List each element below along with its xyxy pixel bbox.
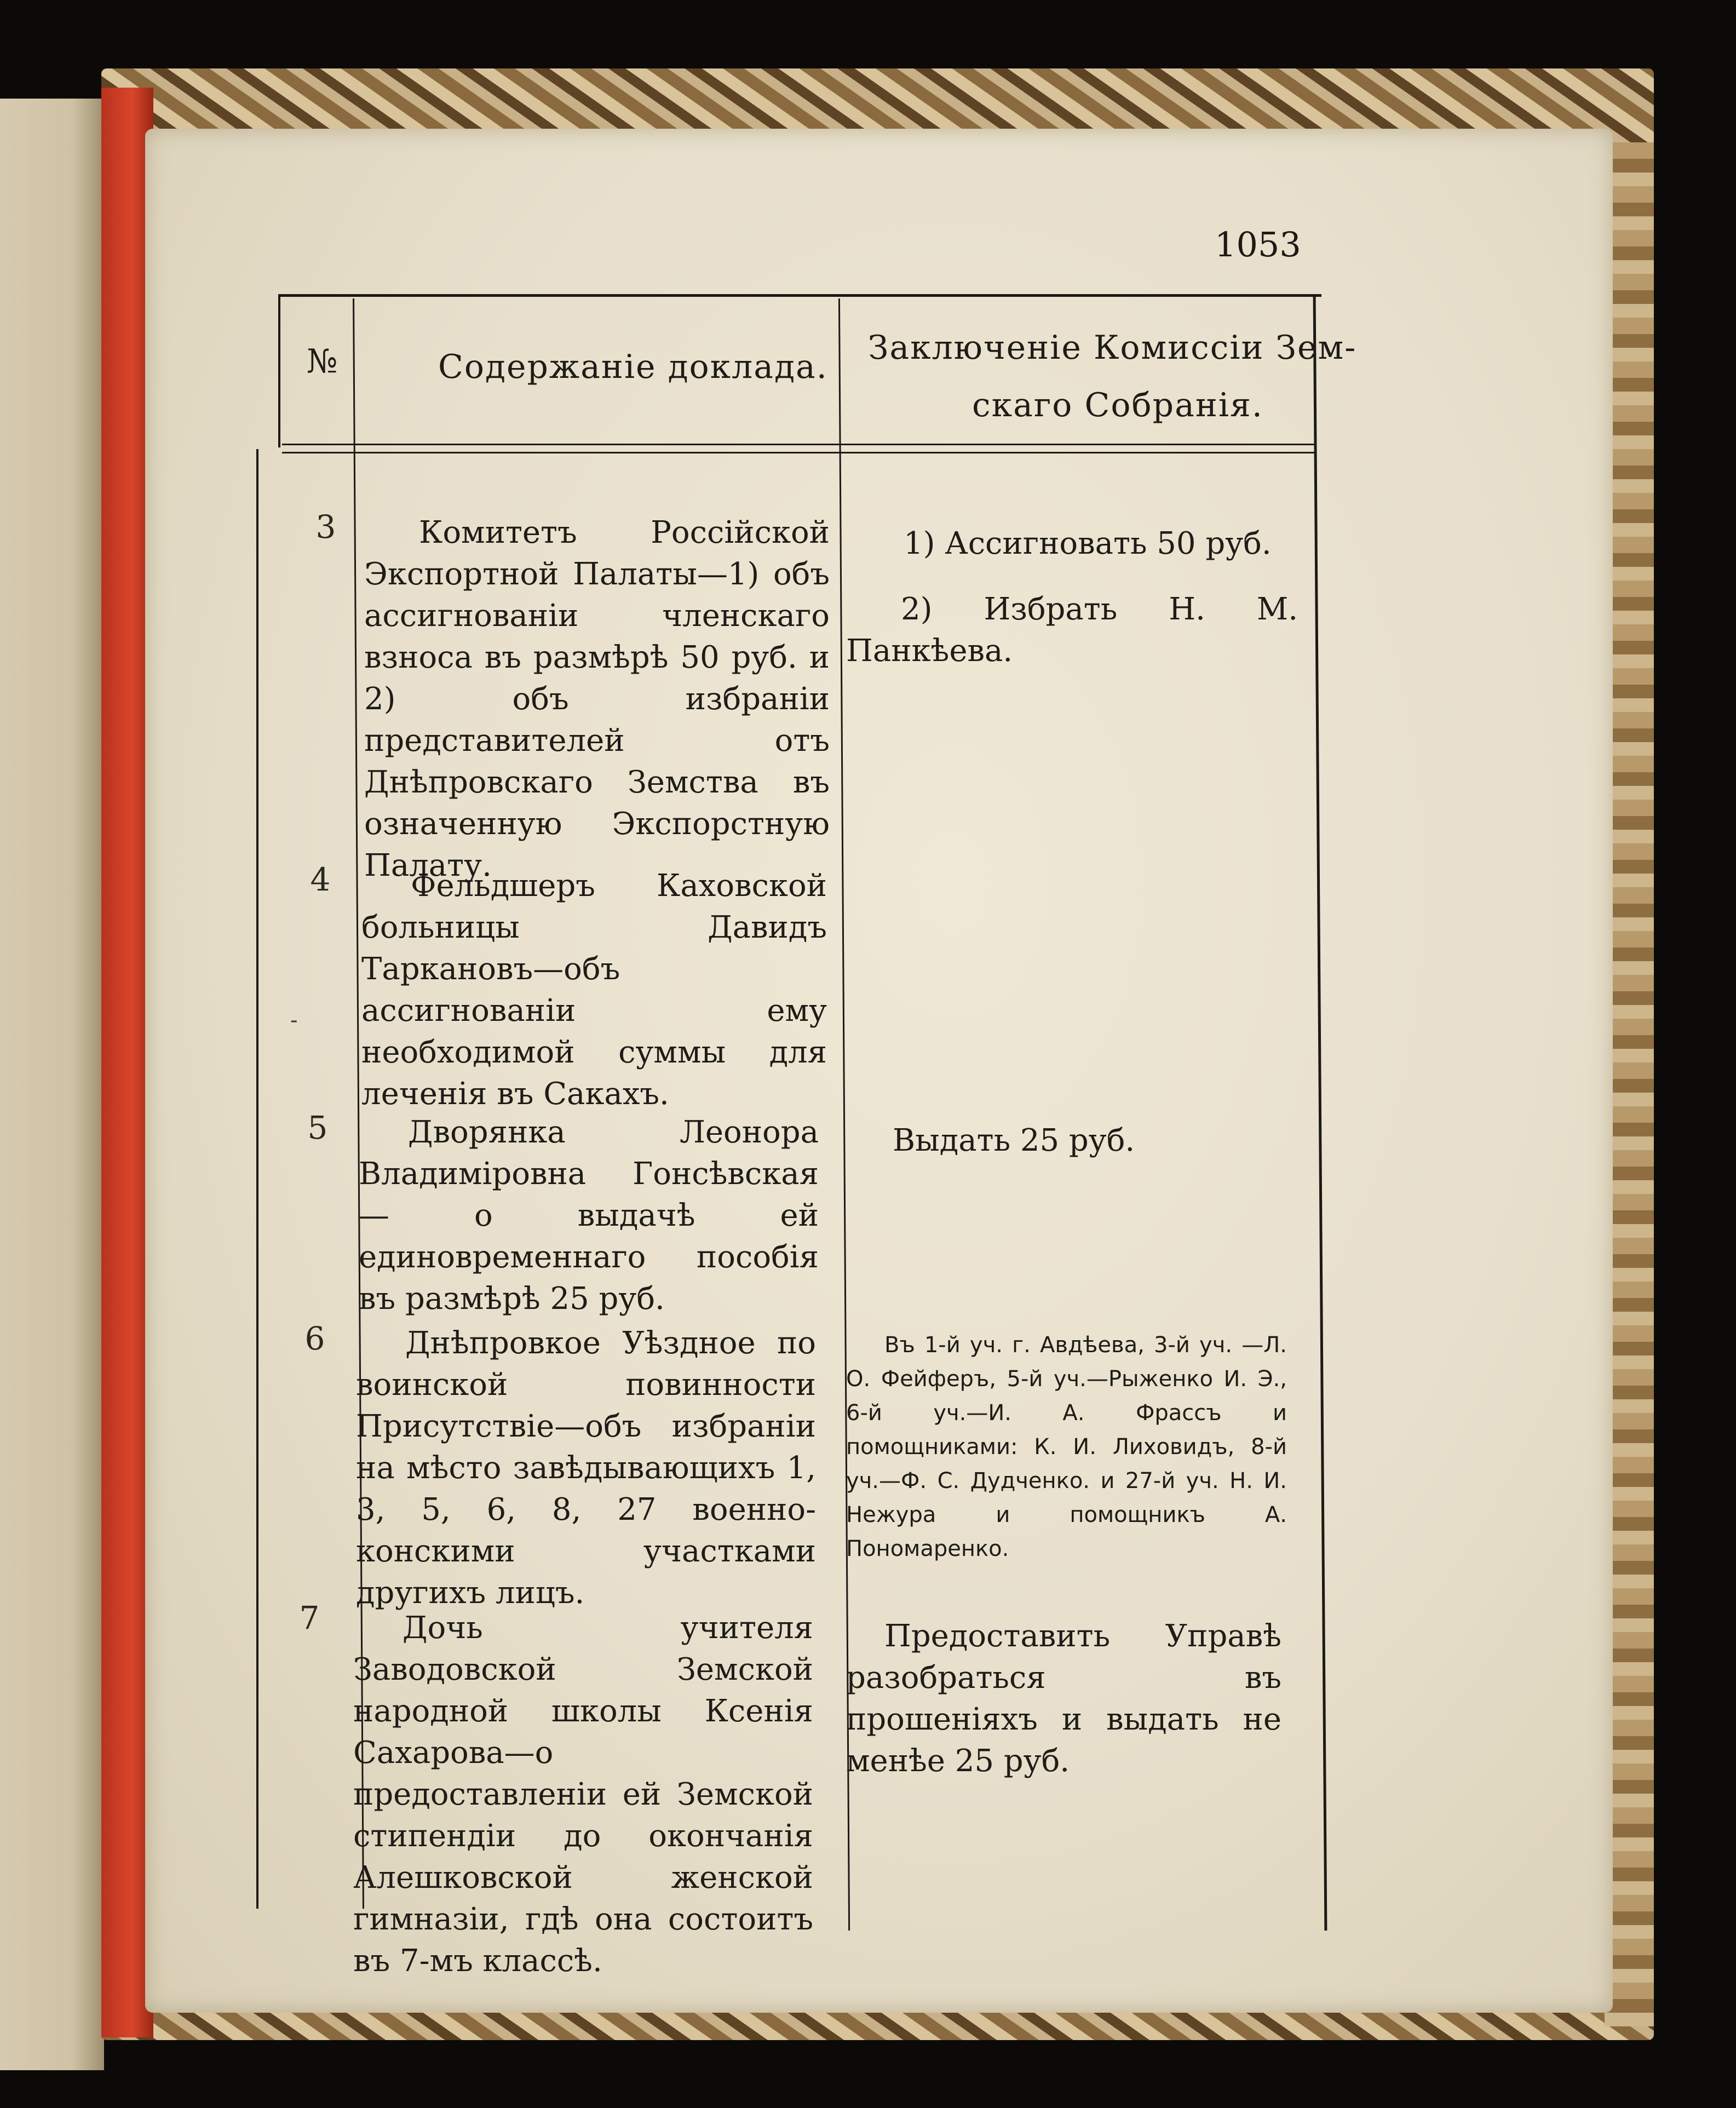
row-conclusion: Въ 1-й уч. г. Авдѣева, 3-й уч. —Л. О. Фейферъ, 5-й уч.—Рыженко И. Э., 6-й уч.—И. А. Фрассъ и помощниками: К. И. Лиховидъ, 8-й уч.—Ф. С. Дудченко. и 27-й уч. Н. И. Нежура и помощникъ А. Пономаренко. [846,1332,1287,1561]
row-number: 6 [304,1320,325,1357]
row-content: Дворянка Леонора Владиміровна Гонсѣвская — о выдачѣ ей единовременнаго пособія въ размѣрѣ 25 руб. [359,1115,819,1317]
row-content: Комитетъ Россійской Экспортной Палаты—1) объ ассигнованіи членскаго взноса въ размѣрѣ 50 руб. и 2) объ избраніи представителей отъ Днѣпровскаго Земства въ означенную Экспорстную Палату. [364,515,830,883]
row-content: Днѣпровкое Уѣздное по воинской повинности Присутствіе—объ избраніи на мѣсто завѣдывающихъ 1, 3, 5, 6, 8, 27 военно-конскими участками другихъ лицъ. [356,1325,816,1611]
row-content: Фельдшеръ Каховской больницы Давидъ Таркановъ—объ ассигнованіи ему необходимой суммы для леченія въ Сакахъ. [361,868,827,1112]
page-number: 1053 [1215,225,1301,265]
row-number: 3 [315,508,336,545]
adjacent-page-edge [0,99,104,2070]
header-conclusion-line1: Заключеніе Комиссіи Зем- [868,329,1357,367]
table-top-rule [278,294,1321,297]
row-conclusion: 2) Избрать Н. М. Панкѣева. [846,591,1298,669]
row-conclusion: Выдать 25 руб. [893,1123,1135,1158]
header-bottom-rule-double [282,452,1314,453]
header-content: Содержаніе доклада. [438,348,828,386]
row-number: 7 [299,1599,320,1636]
header-bottom-rule [282,444,1314,445]
header-conclusion-line2: скаго Собранія. [972,386,1263,424]
row-number: 5 [307,1109,328,1146]
table-left-border-lower [256,449,258,1909]
row-content: Дочь учителя Заводовской Земской народной школы Ксенія Сахарова—о предоставленіи ей Земской стипендіи до окончанія Алешковской женской гимназіи, гдѣ она состоитъ въ 7-мъ классѣ. [353,1610,813,1979]
row-number: 4 [310,861,331,898]
row-conclusion: Предоставить Управѣ разобраться въ прошеніяхъ и выдать не менѣе 25 руб. [846,1618,1281,1779]
row-conclusion: 1) Ассигновать 50 руб. [904,526,1272,561]
header-number: № [307,342,339,381]
table-left-border [278,294,280,447]
margin-mark: - [290,1008,298,1033]
